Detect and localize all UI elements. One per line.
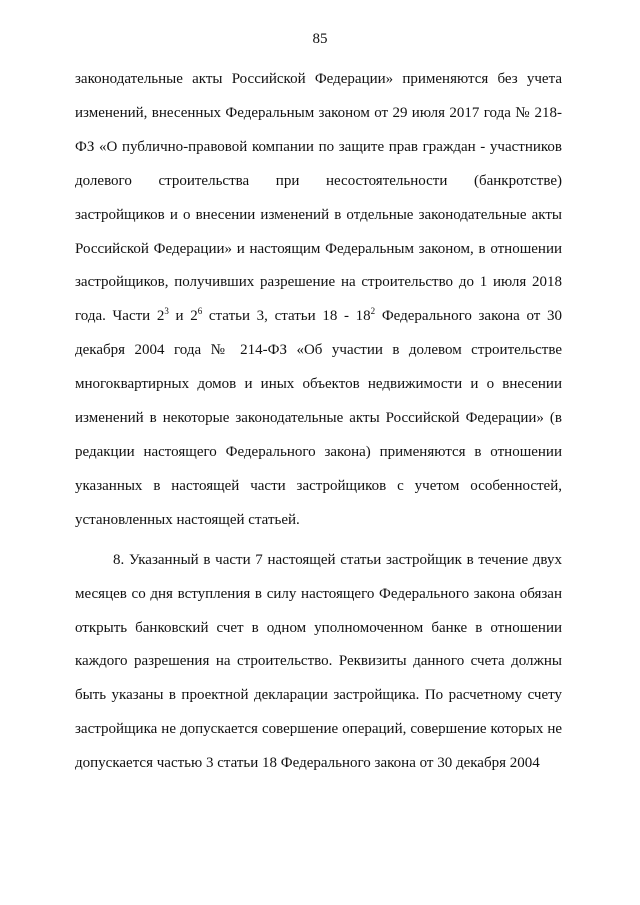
paragraph-text: законодательные акты Российской Федерации» применяются без учета изменений, внесенных Федеральным законом от 29 июля 2017 года № 218-ФЗ «О публично-правовой компании по защите прав граждан - участников долевого строительства при несостоятельности (банкротстве) застройщиков и о внесении изменений в отдельные законодательные акты Российской Федерации» и настоящим Федеральным законом, в отношении застройщиков, получивших разрешение на строительство до 1 июля 2018 года. Части 2	[75, 71, 562, 325]
superscript: 3	[164, 306, 169, 317]
paragraph-8: 8. Указанный в части 7 настоящей статьи застройщик в течение двух месяцев со дня вступления в силу настоящего Федерального закона обязан открыть банковский счет в одном уполномоченном банке в отношении каждого разрешения на строительство. Реквизиты данного счета должны быть указаны в проектной декларации застройщика. По расчетному счету застройщика не допускается совершение операций, совершение которых не допускается частью 3 статьи 18 Федерального закона от 30 декабря 2004	[75, 551, 562, 772]
superscript: 6	[197, 306, 203, 317]
paragraph-text: и 2	[168, 308, 198, 325]
paragraph-text: статьи 3, статьи 18 - 18	[202, 308, 371, 325]
paragraph-continuation	[75, 63, 562, 538]
paragraph-text: Федерального закона от 30 декабря 2004 года № 214-ФЗ «Об участии в долевом строительстве многоквартирных домов и иных объектов недвижимости и о внесении изменений в некоторые законодательные акты Российской Федерации» (в редакции настоящего Федерального закона) применяются в отношении указанных в настоящей части застройщиков с учетом особенностей, установленных настоящей статьей.	[75, 308, 562, 528]
document-body	[75, 63, 562, 781]
page-number: 85	[312, 31, 328, 47]
superscript: 2	[370, 306, 376, 317]
